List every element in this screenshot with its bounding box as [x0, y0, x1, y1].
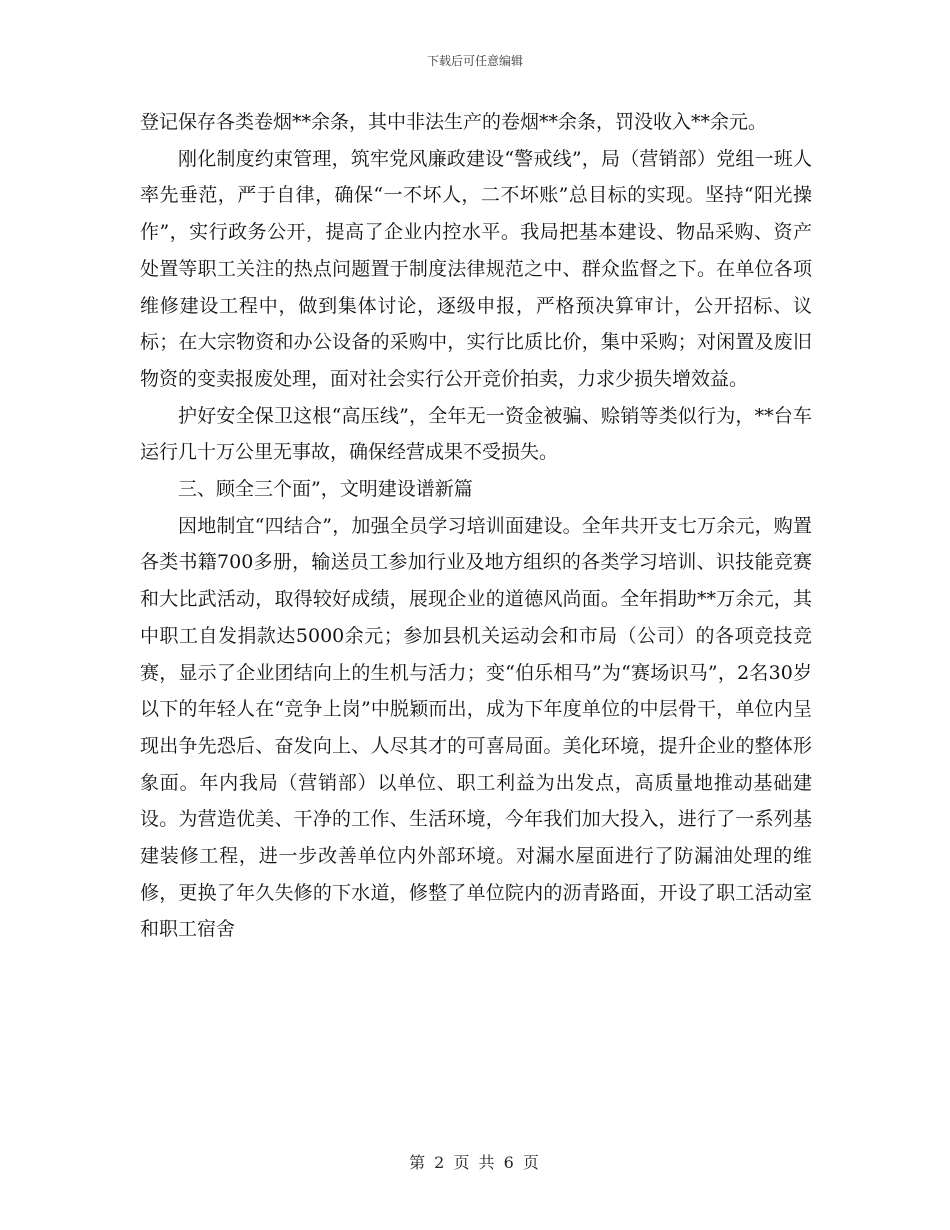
section-heading: 三、顾全三个面”，文明建设谱新篇	[178, 478, 473, 501]
paragraph-3: 护好安全保卫这根“高压线”，全年无一资金被骗、赊销等类似行为，**台车运行几十万公里无事故，确保经营成果不受损失。	[140, 404, 812, 464]
document-body	[140, 104, 812, 948]
paragraph-2: 刚化制度约束管理，筑牢党风廉政建设“警戒线”，局（营销部）党组一班人率先垂范，严于自律，确保“一不坏人，二不坏账”总目标的实现。坚持“阳光操作”，实行政务公开，提高了企业内控水平。我局把基本建设、物品采购、资产处置等职工关注的热点问题置于制度法律规范之中、群众监督之下。在单位各项维修建设工程中，做到集体讨论，逐级申报，严格预决算审计，公开招标、议标；在大宗物资和办公设备的采购中，实行比质比价，集中采购；对闲置及废旧物资的变卖报废处理，面对社会实行公开竞价拍卖，力求少损失增效益。	[140, 147, 812, 390]
paragraph-1: 登记保存各类卷烟**余条，其中非法生产的卷烟**余条，罚没收入**余元。	[140, 111, 768, 133]
paragraph-4: 因地制宜“四结合”，加强全员学习培训面建设。全年共开支七万余元，购置各类书籍700多册，输送员工参加行业及地方组织的各类学习培训、识技能竞赛和大比武活动，取得较好成绩，展现企业的道德风尚面。全年捐助**万余元，其中职工自发捐款达5000余元；参加县机关运动会和市局（公司）的各项竞技竞赛，显示了企业团结向上的生机与活力；变“伯乐相马”为“赛场识马”，2名30岁以下的年轻人在“竞争上岗”中脱颖而出，成为下年度单位的中层骨干，单位内呈现出争先恐后、奋发向上、人尽其才的可喜局面。美化环境，提升企业的整体形象面。年内我局（营销部）以单位、职工利益为出发点，高质量地推动基础建设。为营造优美、干净的工作、生活环境，今年我们加大投入，进行了一系列基建装修工程，进一步改善单位内外部环境。对漏水屋面进行了防漏油处理的维修，更换了年久失修的下水道，修整了单位院内的沥青路面，开设了职工活动室和职工宿舍	[140, 514, 812, 941]
page-footer: 第 2 页 共 6 页	[409, 1153, 541, 1172]
page-header: 下载后可任意编辑	[426, 54, 523, 68]
